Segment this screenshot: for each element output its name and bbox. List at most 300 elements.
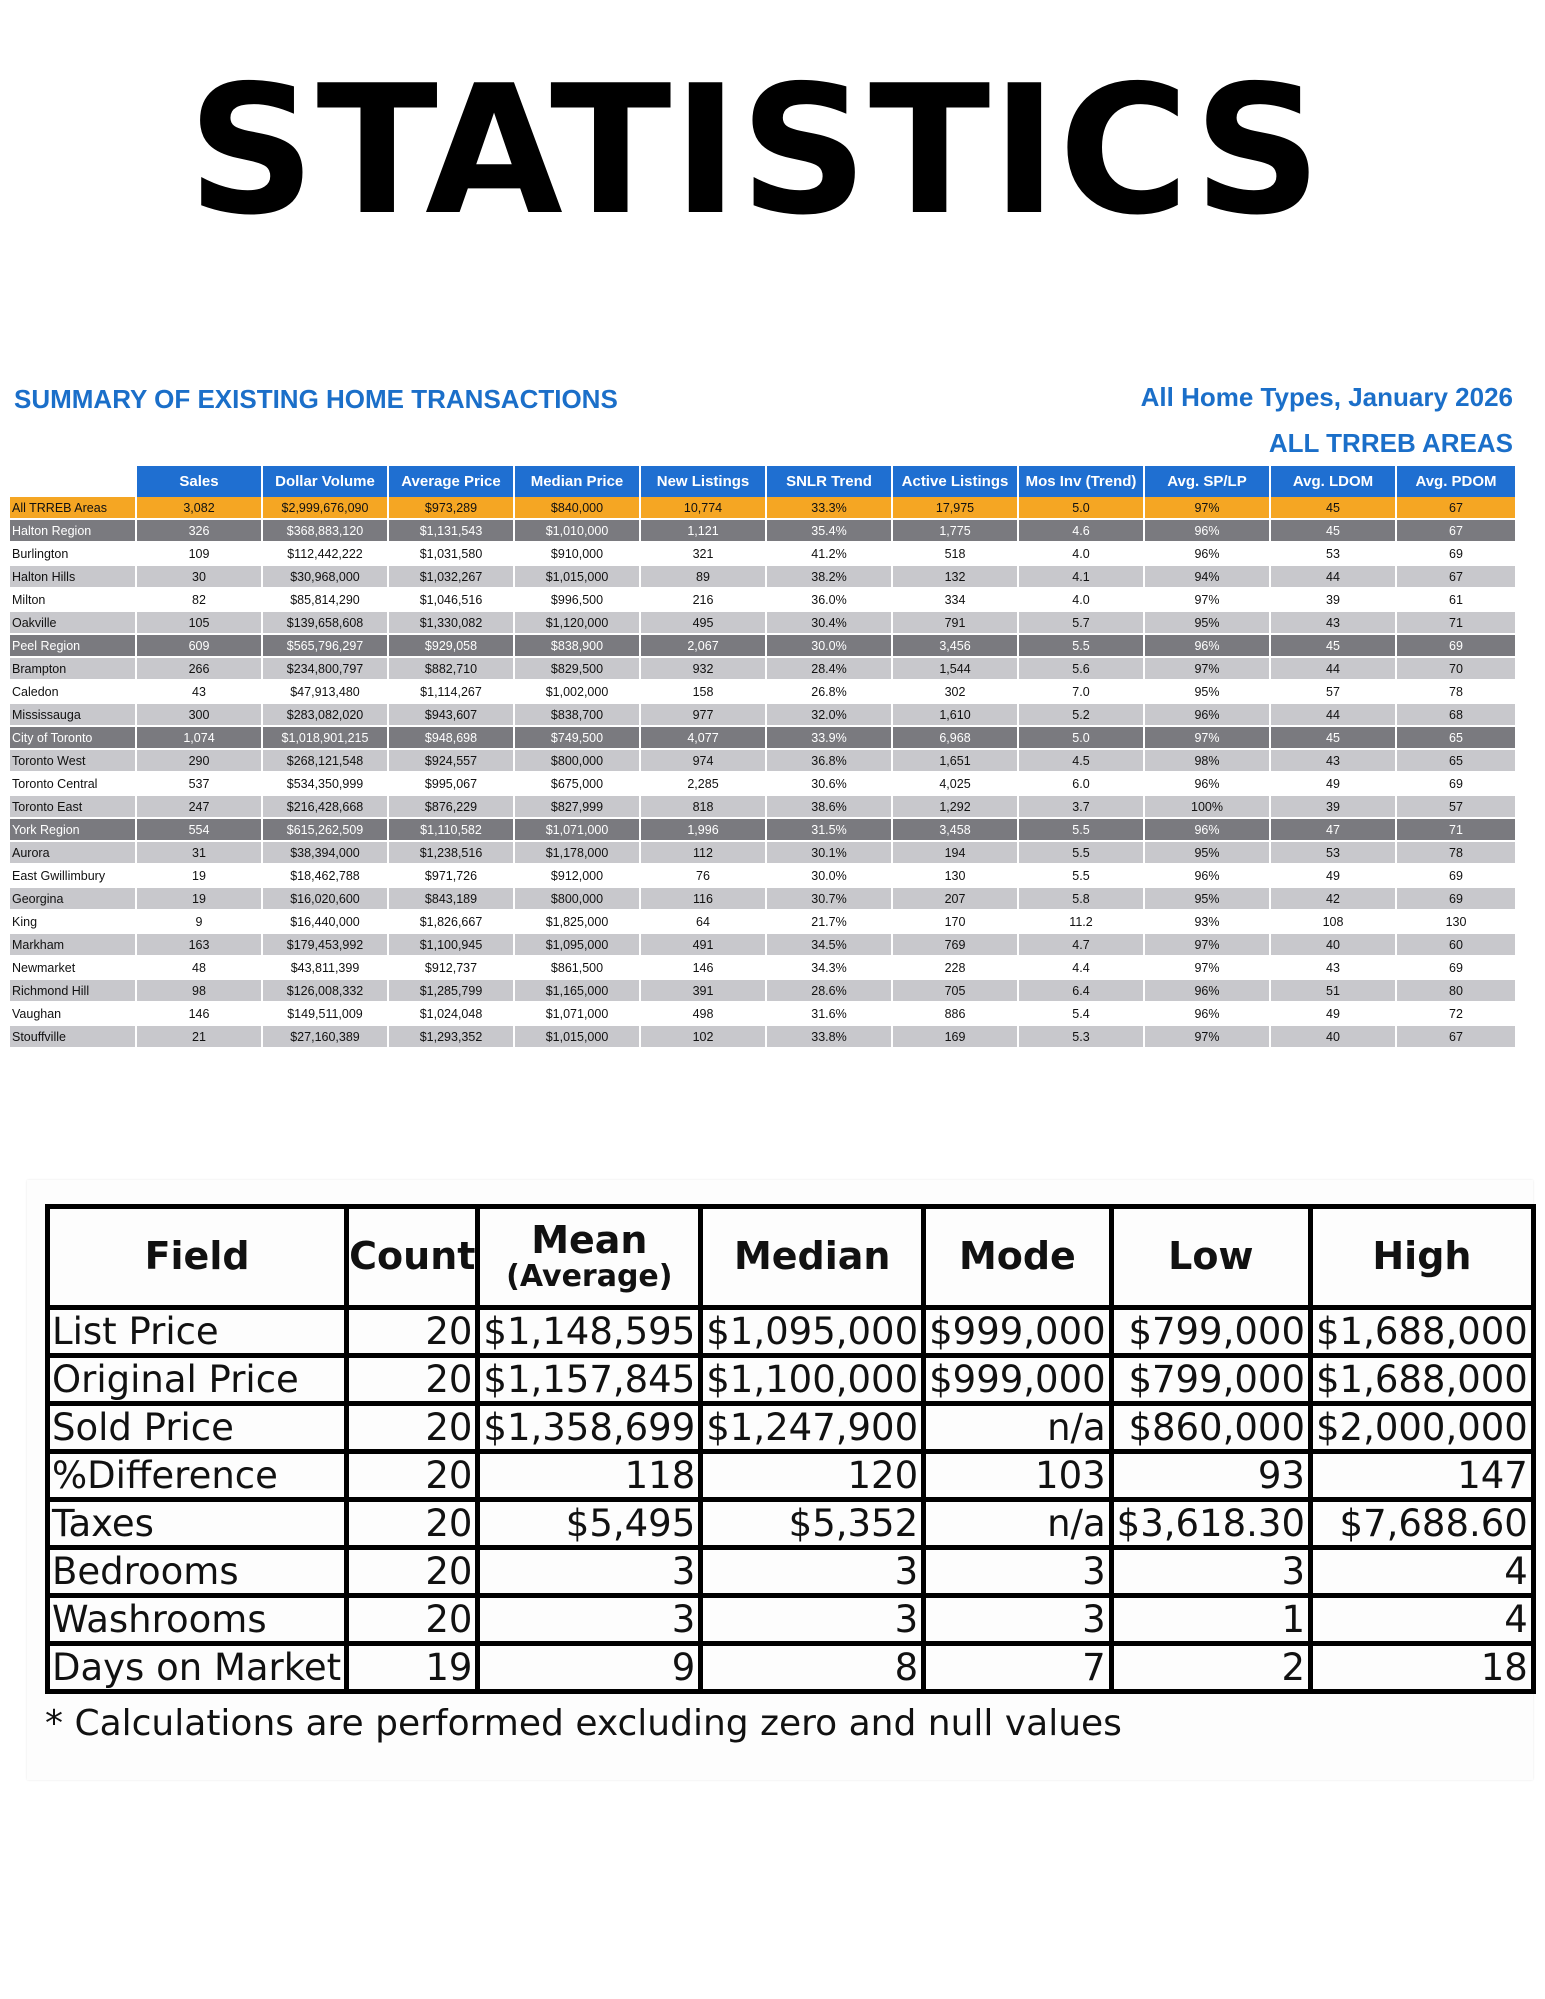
summary-cell: 31 <box>136 841 262 864</box>
summary-cell: 43 <box>1270 749 1396 772</box>
summary-row <box>10 749 1516 772</box>
stats-field-name: Original Price <box>48 1356 347 1404</box>
summary-cell: $1,100,945 <box>388 933 514 956</box>
stats-cell: $1,688,000 <box>1310 1308 1533 1356</box>
summary-cell: 116 <box>640 887 766 910</box>
stats-field-name: Days on Market <box>48 1644 347 1692</box>
stats-field-name: Washrooms <box>48 1596 347 1644</box>
summary-header-cell: Mos Inv (Trend) <box>1018 466 1144 497</box>
summary-cell: $876,229 <box>388 795 514 818</box>
summary-cell: 28.4% <box>766 657 892 680</box>
stats-row <box>48 1548 1534 1596</box>
summary-cell: 5.0 <box>1018 497 1144 519</box>
summary-cell: 95% <box>1144 680 1270 703</box>
summary-area-name: Milton <box>10 588 136 611</box>
summary-cell: 45 <box>1270 634 1396 657</box>
summary-cell: 5.0 <box>1018 726 1144 749</box>
summary-cell: 76 <box>640 864 766 887</box>
summary-header-cell: Dollar Volume <box>262 466 388 497</box>
summary-cell: $234,800,797 <box>262 657 388 680</box>
summary-cell: $27,160,389 <box>262 1025 388 1048</box>
summary-header-cell: SNLR Trend <box>766 466 892 497</box>
summary-cell: $1,826,667 <box>388 910 514 933</box>
summary-cell: 498 <box>640 1002 766 1025</box>
stats-cell: 19 <box>347 1644 478 1692</box>
summary-cell: 43 <box>136 680 262 703</box>
summary-cell: 300 <box>136 703 262 726</box>
summary-cell: 69 <box>1396 864 1516 887</box>
summary-area-name: Burlington <box>10 542 136 565</box>
stats-header-count: Count <box>347 1207 478 1308</box>
summary-title: SUMMARY OF EXISTING HOME TRANSACTIONS <box>14 384 618 414</box>
summary-cell: 65 <box>1396 726 1516 749</box>
summary-cell: $1,825,000 <box>514 910 640 933</box>
summary-area-name: Brampton <box>10 657 136 680</box>
stats-cell: $1,358,699 <box>478 1404 701 1452</box>
stats-cell: $5,352 <box>701 1500 924 1548</box>
summary-header-row <box>10 466 1516 497</box>
summary-cell: 71 <box>1396 611 1516 634</box>
summary-cell: 163 <box>136 933 262 956</box>
summary-cell: $1,131,543 <box>388 519 514 542</box>
summary-cell: 4.0 <box>1018 588 1144 611</box>
summary-cell: 290 <box>136 749 262 772</box>
summary-cell: 977 <box>640 703 766 726</box>
summary-cell: $615,262,509 <box>262 818 388 841</box>
summary-row <box>10 565 1516 588</box>
summary-cell: 44 <box>1270 565 1396 588</box>
stats-cell: $5,495 <box>478 1500 701 1548</box>
summary-cell: $995,067 <box>388 772 514 795</box>
summary-cell: $1,010,000 <box>514 519 640 542</box>
summary-cell: $565,796,297 <box>262 634 388 657</box>
summary-cell: $1,095,000 <box>514 933 640 956</box>
stats-header-mean-sub: (Average) <box>506 1259 673 1295</box>
stats-cell: 4 <box>1310 1596 1533 1644</box>
summary-cell: $912,737 <box>388 956 514 979</box>
summary-cell: $749,500 <box>514 726 640 749</box>
summary-header-cell: Avg. PDOM <box>1396 466 1516 497</box>
summary-area-name: Stouffville <box>10 1025 136 1048</box>
stats-cell: n/a <box>924 1404 1112 1452</box>
summary-cell: 100% <box>1144 795 1270 818</box>
summary-cell: 1,996 <box>640 818 766 841</box>
summary-cell: 38.6% <box>766 795 892 818</box>
summary-cell: 49 <box>1270 772 1396 795</box>
summary-cell: $800,000 <box>514 887 640 910</box>
summary-area-name: Halton Hills <box>10 565 136 588</box>
stats-cell: $1,157,845 <box>478 1356 701 1404</box>
summary-area-name: Georgina <box>10 887 136 910</box>
summary-cell: 10,774 <box>640 497 766 519</box>
summary-cell: 69 <box>1396 772 1516 795</box>
summary-cell: 96% <box>1144 634 1270 657</box>
summary-cell: 36.8% <box>766 749 892 772</box>
summary-cell: 7.0 <box>1018 680 1144 703</box>
summary-cell: $1,114,267 <box>388 680 514 703</box>
summary-cell: 39 <box>1270 795 1396 818</box>
summary-cell: 146 <box>136 1002 262 1025</box>
stats-cell: 9 <box>478 1644 701 1692</box>
summary-subtitle: All Home Types, January 2026 <box>1140 382 1513 412</box>
stats-footnote: * Calculations are performed excluding zero and null values <box>45 1703 1122 1744</box>
summary-cell: 6.4 <box>1018 979 1144 1002</box>
summary-cell: 974 <box>640 749 766 772</box>
stats-cell: 103 <box>924 1452 1112 1500</box>
summary-cell: 36.0% <box>766 588 892 611</box>
summary-cell: 44 <box>1270 657 1396 680</box>
summary-cell: 1,651 <box>892 749 1018 772</box>
summary-cell: $1,330,082 <box>388 611 514 634</box>
summary-cell: $843,189 <box>388 887 514 910</box>
summary-area-name: Peel Region <box>10 634 136 657</box>
summary-area-name: Mississauga <box>10 703 136 726</box>
summary-cell: 32.0% <box>766 703 892 726</box>
summary-cell: 93% <box>1144 910 1270 933</box>
summary-cell: 64 <box>640 910 766 933</box>
summary-cell: 537 <box>136 772 262 795</box>
summary-cell: 71 <box>1396 818 1516 841</box>
summary-cell: 132 <box>892 565 1018 588</box>
summary-cell: 19 <box>136 864 262 887</box>
stats-cell: $999,000 <box>924 1308 1112 1356</box>
summary-cell: 3,456 <box>892 634 1018 657</box>
stats-cell: 20 <box>347 1308 478 1356</box>
summary-cell: 30 <box>136 565 262 588</box>
summary-cell: 302 <box>892 680 1018 703</box>
summary-cell: $910,000 <box>514 542 640 565</box>
summary-cell: 216 <box>640 588 766 611</box>
summary-cell: $2,999,676,090 <box>262 497 388 519</box>
summary-area-name: Vaughan <box>10 1002 136 1025</box>
summary-cell: $1,165,000 <box>514 979 640 1002</box>
summary-cell: 49 <box>1270 1002 1396 1025</box>
summary-cell: $996,500 <box>514 588 640 611</box>
summary-cell: $38,394,000 <box>262 841 388 864</box>
stats-cell: 20 <box>347 1548 478 1596</box>
summary-area-name: York Region <box>10 818 136 841</box>
summary-cell: $43,811,399 <box>262 956 388 979</box>
summary-cell: 1,292 <box>892 795 1018 818</box>
summary-cell: 102 <box>640 1025 766 1048</box>
stats-cell: 4 <box>1310 1548 1533 1596</box>
summary-cell: $971,726 <box>388 864 514 887</box>
summary-row <box>10 611 1516 634</box>
summary-area-name: City of Toronto <box>10 726 136 749</box>
stats-table <box>45 1204 1536 1694</box>
stats-cell: 1 <box>1111 1596 1310 1644</box>
summary-cell: 4,077 <box>640 726 766 749</box>
summary-row <box>10 497 1516 519</box>
summary-cell: $1,002,000 <box>514 680 640 703</box>
summary-header-cell: Average Price <box>388 466 514 497</box>
stats-header-mean <box>478 1207 701 1308</box>
summary-cell: 791 <box>892 611 1018 634</box>
summary-row <box>10 519 1516 542</box>
summary-row <box>10 1025 1516 1048</box>
stats-cell: 3 <box>478 1596 701 1644</box>
summary-cell: 96% <box>1144 979 1270 1002</box>
summary-cell: $139,658,608 <box>262 611 388 634</box>
summary-cell: 6.0 <box>1018 772 1144 795</box>
stats-cell: 3 <box>924 1596 1112 1644</box>
summary-row <box>10 864 1516 887</box>
summary-cell: 4.1 <box>1018 565 1144 588</box>
summary-cell: 1,610 <box>892 703 1018 726</box>
stats-row <box>48 1596 1534 1644</box>
summary-row <box>10 1002 1516 1025</box>
summary-cell: 5.5 <box>1018 818 1144 841</box>
summary-cell: 5.4 <box>1018 1002 1144 1025</box>
summary-cell: 72 <box>1396 1002 1516 1025</box>
summary-cell: 97% <box>1144 956 1270 979</box>
summary-cell: 17,975 <box>892 497 1018 519</box>
summary-cell: $1,018,901,215 <box>262 726 388 749</box>
summary-cell: 43 <box>1270 611 1396 634</box>
stats-cell: $799,000 <box>1111 1308 1310 1356</box>
stats-cell: 20 <box>347 1596 478 1644</box>
summary-row <box>10 680 1516 703</box>
summary-cell: 34.3% <box>766 956 892 979</box>
summary-cell: 818 <box>640 795 766 818</box>
summary-area-name: Toronto Central <box>10 772 136 795</box>
summary-cell: 60 <box>1396 933 1516 956</box>
summary-cell: 43 <box>1270 956 1396 979</box>
summary-cell: 21 <box>136 1025 262 1048</box>
summary-cell: $1,285,799 <box>388 979 514 1002</box>
summary-cell: 9 <box>136 910 262 933</box>
summary-area-name: King <box>10 910 136 933</box>
stats-header-high: High <box>1310 1207 1533 1308</box>
summary-cell: 609 <box>136 634 262 657</box>
stats-field-name: Sold Price <box>48 1404 347 1452</box>
stats-cell: 7 <box>924 1644 1112 1692</box>
stats-cell: $1,247,900 <box>701 1404 924 1452</box>
summary-cell: 554 <box>136 818 262 841</box>
summary-cell: 30.7% <box>766 887 892 910</box>
summary-cell: 69 <box>1396 887 1516 910</box>
stats-row <box>48 1356 1534 1404</box>
summary-cell: 207 <box>892 887 1018 910</box>
summary-cell: $1,032,267 <box>388 565 514 588</box>
summary-cell: 2,285 <box>640 772 766 795</box>
summary-cell: 82 <box>136 588 262 611</box>
summary-header-blank <box>10 466 136 497</box>
stats-cell: 147 <box>1310 1452 1533 1500</box>
summary-cell: $16,020,600 <box>262 887 388 910</box>
summary-cell: $1,293,352 <box>388 1025 514 1048</box>
summary-cell: $948,698 <box>388 726 514 749</box>
summary-cell: 5.5 <box>1018 841 1144 864</box>
stats-cell: 20 <box>347 1500 478 1548</box>
summary-cell: 705 <box>892 979 1018 1002</box>
summary-cell: $1,015,000 <box>514 565 640 588</box>
summary-cell: 97% <box>1144 588 1270 611</box>
summary-row <box>10 703 1516 726</box>
summary-cell: 247 <box>136 795 262 818</box>
summary-cell: $1,031,580 <box>388 542 514 565</box>
summary-cell: 30.4% <box>766 611 892 634</box>
stats-cell: $2,000,000 <box>1310 1404 1533 1452</box>
summary-row <box>10 657 1516 680</box>
summary-cell: 1,544 <box>892 657 1018 680</box>
stats-cell: $1,095,000 <box>701 1308 924 1356</box>
summary-cell: 1,074 <box>136 726 262 749</box>
summary-cell: 886 <box>892 1002 1018 1025</box>
summary-cell: 5.7 <box>1018 611 1144 634</box>
summary-cell: 228 <box>892 956 1018 979</box>
summary-cell: 3,082 <box>136 497 262 519</box>
summary-cell: 35.4% <box>766 519 892 542</box>
summary-cell: $1,071,000 <box>514 1002 640 1025</box>
summary-cell: $368,883,120 <box>262 519 388 542</box>
summary-cell: 48 <box>136 956 262 979</box>
summary-cell: 68 <box>1396 703 1516 726</box>
summary-cell: $943,607 <box>388 703 514 726</box>
summary-cell: $216,428,668 <box>262 795 388 818</box>
summary-cell: 53 <box>1270 542 1396 565</box>
stats-cell: 3 <box>1111 1548 1310 1596</box>
summary-cell: $1,046,516 <box>388 588 514 611</box>
summary-cell: 11.2 <box>1018 910 1144 933</box>
stats-row <box>48 1644 1534 1692</box>
summary-row <box>10 979 1516 1002</box>
stats-cell: 93 <box>1111 1452 1310 1500</box>
summary-cell: 96% <box>1144 1002 1270 1025</box>
summary-cell: 65 <box>1396 749 1516 772</box>
summary-row <box>10 887 1516 910</box>
summary-cell: 33.3% <box>766 497 892 519</box>
summary-cell: 4,025 <box>892 772 1018 795</box>
stats-field-name: Taxes <box>48 1500 347 1548</box>
summary-cell: $912,000 <box>514 864 640 887</box>
summary-cell: 518 <box>892 542 1018 565</box>
summary-cell: 53 <box>1270 841 1396 864</box>
summary-cell: 3,458 <box>892 818 1018 841</box>
summary-cell: $861,500 <box>514 956 640 979</box>
summary-cell: $1,238,516 <box>388 841 514 864</box>
summary-cell: 61 <box>1396 588 1516 611</box>
summary-cell: 146 <box>640 956 766 979</box>
stats-field-name: List Price <box>48 1308 347 1356</box>
summary-cell: 4.4 <box>1018 956 1144 979</box>
summary-table <box>10 466 1517 1049</box>
summary-cell: 96% <box>1144 703 1270 726</box>
stats-row <box>48 1452 1534 1500</box>
summary-cell: 40 <box>1270 1025 1396 1048</box>
stats-cell: 20 <box>347 1356 478 1404</box>
stats-cell: 18 <box>1310 1644 1533 1692</box>
stats-cell: 8 <box>701 1644 924 1692</box>
summary-cell: 266 <box>136 657 262 680</box>
summary-cell: 33.8% <box>766 1025 892 1048</box>
summary-cell: $1,024,048 <box>388 1002 514 1025</box>
summary-cell: 321 <box>640 542 766 565</box>
stats-header-mean-label: Mean <box>531 1218 648 1263</box>
stats-row <box>48 1308 1534 1356</box>
page-title: STATISTICS <box>187 47 1323 254</box>
summary-header-cell: Sales <box>136 466 262 497</box>
summary-cell: $16,440,000 <box>262 910 388 933</box>
summary-cell: 94% <box>1144 565 1270 588</box>
summary-cell: 96% <box>1144 772 1270 795</box>
summary-cell: 3.7 <box>1018 795 1144 818</box>
summary-cell: 89 <box>640 565 766 588</box>
summary-cell: $1,071,000 <box>514 818 640 841</box>
summary-cell: 4.7 <box>1018 933 1144 956</box>
summary-cell: 769 <box>892 933 1018 956</box>
stats-row <box>48 1404 1534 1452</box>
summary-area-name: Aurora <box>10 841 136 864</box>
summary-cell: $85,814,290 <box>262 588 388 611</box>
summary-cell: 67 <box>1396 1025 1516 1048</box>
summary-cell: $838,700 <box>514 703 640 726</box>
summary-cell: $1,178,000 <box>514 841 640 864</box>
summary-cell: $30,968,000 <box>262 565 388 588</box>
summary-cell: 51 <box>1270 979 1396 1002</box>
summary-area-name: Toronto East <box>10 795 136 818</box>
summary-cell: 97% <box>1144 726 1270 749</box>
summary-cell: 4.6 <box>1018 519 1144 542</box>
summary-area-name: Halton Region <box>10 519 136 542</box>
summary-cell: 495 <box>640 611 766 634</box>
summary-area-label: ALL TRREB AREAS <box>1268 428 1513 458</box>
summary-cell: 4.5 <box>1018 749 1144 772</box>
summary-cell: 5.2 <box>1018 703 1144 726</box>
summary-cell: 108 <box>1270 910 1396 933</box>
summary-header-cell: Active Listings <box>892 466 1018 497</box>
stats-row <box>48 1500 1534 1548</box>
summary-cell: 130 <box>892 864 1018 887</box>
summary-area-name: East Gwillimbury <box>10 864 136 887</box>
stats-header-field: Field <box>48 1207 347 1308</box>
summary-cell: $1,120,000 <box>514 611 640 634</box>
summary-cell: $149,511,009 <box>262 1002 388 1025</box>
summary-cell: 30.0% <box>766 864 892 887</box>
summary-cell: $973,289 <box>388 497 514 519</box>
stats-field-name: Bedrooms <box>48 1548 347 1596</box>
stats-cell: $1,100,000 <box>701 1356 924 1404</box>
summary-cell: 194 <box>892 841 1018 864</box>
stats-cell: 3 <box>701 1596 924 1644</box>
stats-cell: $799,000 <box>1111 1356 1310 1404</box>
summary-cell: $18,462,788 <box>262 864 388 887</box>
summary-cell: 326 <box>136 519 262 542</box>
summary-header-cell: Median Price <box>514 466 640 497</box>
summary-cell: 28.6% <box>766 979 892 1002</box>
summary-cell: $829,500 <box>514 657 640 680</box>
summary-cell: 95% <box>1144 841 1270 864</box>
stats-cell: $999,000 <box>924 1356 1112 1404</box>
summary-area-name: Caledon <box>10 680 136 703</box>
summary-cell: 96% <box>1144 542 1270 565</box>
summary-cell: 40 <box>1270 933 1396 956</box>
summary-cell: 2,067 <box>640 634 766 657</box>
summary-cell: 39 <box>1270 588 1396 611</box>
summary-row <box>10 634 1516 657</box>
summary-cell: 5.5 <box>1018 864 1144 887</box>
summary-cell: $929,058 <box>388 634 514 657</box>
summary-cell: 21.7% <box>766 910 892 933</box>
summary-cell: $126,008,332 <box>262 979 388 1002</box>
summary-cell: 96% <box>1144 519 1270 542</box>
summary-cell: $827,999 <box>514 795 640 818</box>
stats-cell: $1,148,595 <box>478 1308 701 1356</box>
summary-cell: 96% <box>1144 864 1270 887</box>
stats-cell: 118 <box>478 1452 701 1500</box>
summary-cell: 95% <box>1144 611 1270 634</box>
summary-cell: 80 <box>1396 979 1516 1002</box>
